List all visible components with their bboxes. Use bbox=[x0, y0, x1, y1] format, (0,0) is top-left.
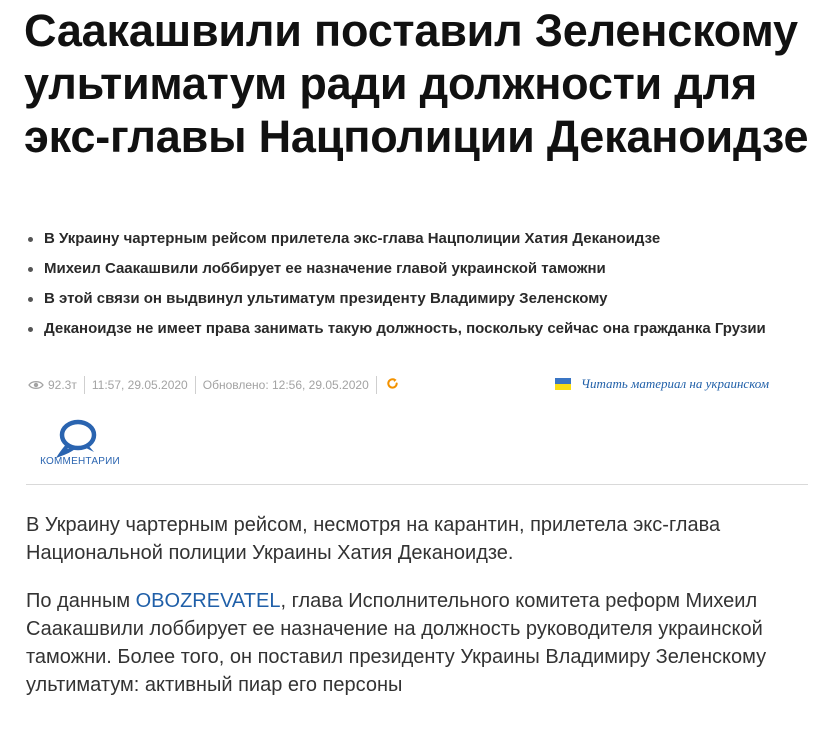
meta-divider bbox=[195, 376, 196, 394]
paragraph-text: , глава Исполнительного комитета реформ Михеил Саакашвили лоббирует ее назначение на должность руководителя украинской таможни. Более того, он поставил президенту Украины Владимиру Зеленскому ультиматум: активный пиар его персоны bbox=[26, 590, 767, 696]
article-title: Саакашвили поставил Зеленскому ультиматум ради должности для экс-главы Нацполиции Деканоидзе bbox=[24, 5, 809, 162]
read-in-ukrainian-link[interactable] bbox=[555, 376, 769, 392]
article-summary-list bbox=[26, 228, 806, 348]
summary-bullet: В Украину чартерным рейсом прилетела экс-глава Нацполиции Хатия Деканоидзе bbox=[26, 228, 806, 249]
article-body bbox=[26, 511, 816, 719]
comments-label: КОММЕНТАРИИ bbox=[40, 456, 120, 467]
summary-bullet: Деканоидзе не имеет права занимать такую должность, поскольку сейчас она гражданка Грузии bbox=[26, 318, 806, 339]
ukraine-flag-icon bbox=[555, 378, 571, 390]
publish-time: 11:57, 29.05.2020 bbox=[91, 378, 188, 392]
article-paragraph bbox=[26, 587, 816, 699]
meta-divider bbox=[84, 376, 85, 394]
read-in-ukrainian-label: Читать материал на украинском bbox=[581, 376, 770, 391]
paragraph-text: По данным bbox=[26, 590, 136, 612]
article-paragraph: В Украину чартерным рейсом, несмотря на карантин, прилетела экс-глава Национальной полиции Украины Хатия Деканоидзе. bbox=[26, 514, 721, 564]
divider bbox=[26, 484, 808, 485]
refresh-icon[interactable] bbox=[386, 377, 399, 393]
meta-divider bbox=[376, 376, 377, 394]
summary-bullet: Михеил Саакашвили лоббирует ее назначение главой украинской таможни bbox=[26, 258, 806, 279]
updated-time: Обновлено: 12:56, 29.05.2020 bbox=[202, 378, 369, 392]
summary-bullet: В этой связи он выдвинул ультиматум президенту Владимиру Зеленскому bbox=[26, 288, 806, 309]
speech-bubbles-icon bbox=[54, 418, 106, 458]
views-count: 92.3т bbox=[48, 378, 77, 392]
eye-icon bbox=[28, 380, 44, 390]
comments-button[interactable] bbox=[30, 418, 130, 467]
obozrevatel-link[interactable]: OBOZREVATEL bbox=[135, 590, 281, 612]
